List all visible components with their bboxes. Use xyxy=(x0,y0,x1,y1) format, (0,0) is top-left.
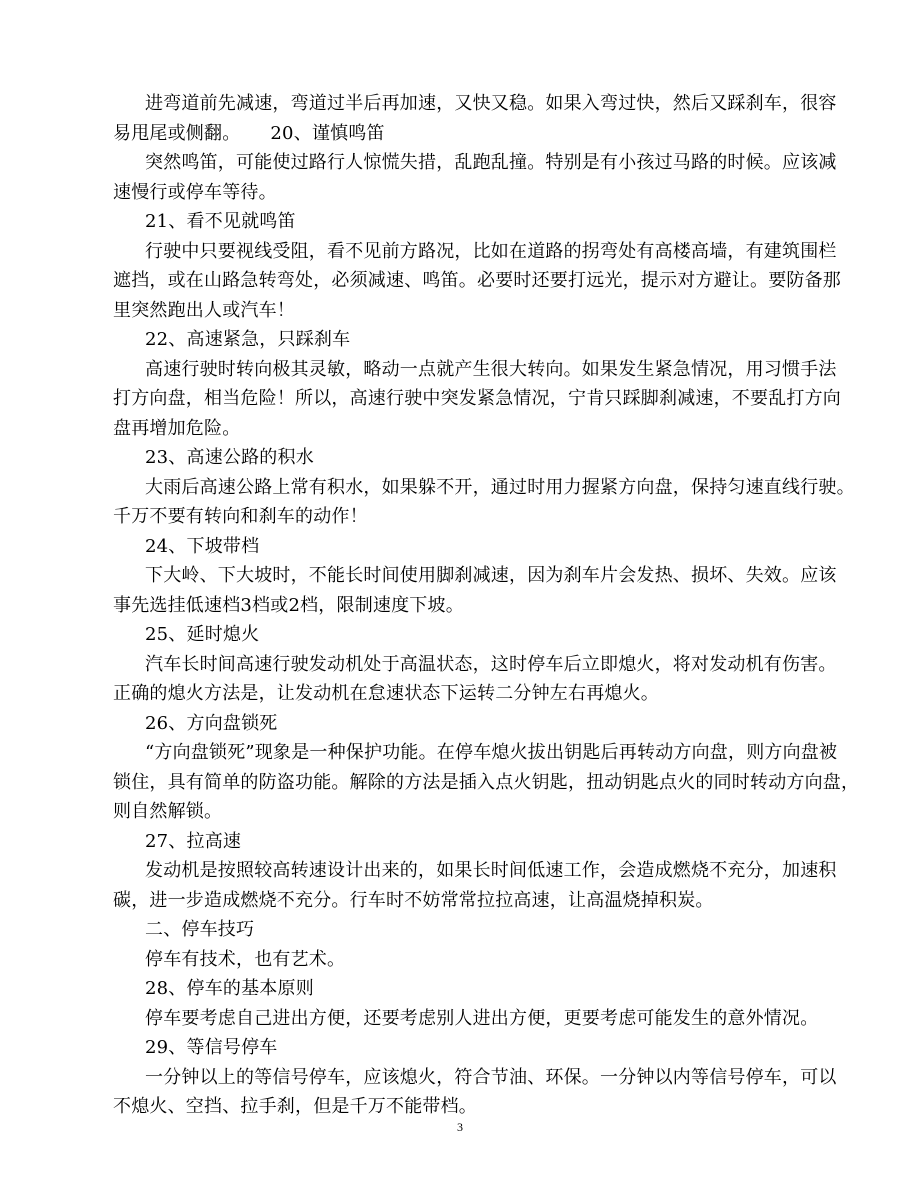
text-line xyxy=(113,738,838,768)
text-line xyxy=(113,945,813,975)
text-line xyxy=(113,768,860,798)
text-line xyxy=(113,119,813,149)
text-line xyxy=(113,384,841,414)
line-text: 盘再增加危险。 xyxy=(113,417,241,439)
line-text: 不熄火、空挡、拉手刹，但是千万不能带档。 xyxy=(113,1096,477,1117)
text-line xyxy=(113,207,813,237)
text-line xyxy=(113,237,837,267)
text-line xyxy=(113,443,813,473)
line-text: 24、下坡带档 xyxy=(145,535,260,557)
line-text: 遮挡，或在山路急转弯处，必须减速、鸣笛。必要时还要打远光，提示对方避让。要防备那 xyxy=(113,270,841,291)
line-text: 行驶中只要视线受阻，看不见前方路况，比如在道路的拐弯处有高楼高墙，有建筑围栏 xyxy=(145,240,837,262)
line-text: 速慢行或停车等待。 xyxy=(113,181,277,203)
line-text: 一分钟以上的等信号停车，应该熄火，符合节油、环保。一分钟以内等信号停车，可以 xyxy=(145,1066,837,1088)
text-line xyxy=(113,679,813,709)
line-text: 二、停车技巧 xyxy=(145,919,255,940)
text-line xyxy=(113,532,813,562)
text-line xyxy=(113,974,813,1004)
inline-section-heading: 20、谨慎鸣笛 xyxy=(270,122,385,144)
page-number: 3 xyxy=(457,1120,463,1134)
line-text: 大雨后高速公路上常有积水，如果躲不开，通过时用力握紧方向盘，保持匀速直线行驶。 xyxy=(145,476,855,498)
text-line xyxy=(113,886,813,916)
text-line xyxy=(113,1033,813,1063)
line-text: 汽车长时间高速行驶发动机处于高温状态，这时停车后立即熄火，将对发动机有伤害。 xyxy=(145,653,837,675)
text-line xyxy=(113,178,813,208)
text-line xyxy=(113,325,813,355)
text-line xyxy=(113,266,841,296)
text-line xyxy=(113,709,813,739)
line-text: “方向盘锁死”现象是一种保护功能。在停车熄火拔出钥匙后再转动方向盘，则方向盘被 xyxy=(145,742,838,763)
line-text: 28、停车的基本原则 xyxy=(145,978,314,999)
text-line xyxy=(113,591,813,621)
line-text: 停车要考虑自己进出方便，还要考虑别人进出方便，更要考虑可能发生的意外情况。 xyxy=(145,1007,819,1029)
line-text: 突然鸣笛，可能使过路行人惊慌失措，乱跑乱撞。特别是有小孩过马路的时候。应该减 xyxy=(145,152,837,173)
text-line xyxy=(113,89,837,119)
line-text: 则自然解锁。 xyxy=(113,801,223,822)
line-text: 打方向盘，相当危险！所以，高速行驶中突发紧急情况，宁肯只踩脚刹减速，不要乱打方向 xyxy=(113,388,841,409)
line-text: 25、延时熄火 xyxy=(145,624,260,645)
text-line xyxy=(113,1063,837,1093)
text-line xyxy=(113,650,837,680)
text-line xyxy=(113,915,813,945)
text-line xyxy=(113,856,837,886)
line-text: 正确的熄火方法是，让发动机在怠速状态下运转二分钟左右再熄火。 xyxy=(113,683,659,704)
line-text: 易甩尾或侧翻。 xyxy=(113,122,241,144)
text-line xyxy=(113,797,813,827)
line-text: 进弯道前先减速，弯道过半后再加速，又快又稳。如果入弯过快，然后又踩刹车，很容 xyxy=(145,93,837,114)
line-text: 21、看不见就鸣笛 xyxy=(145,211,296,232)
text-line xyxy=(113,473,855,503)
line-text: 千万不要有转向和刹车的动作！ xyxy=(113,506,368,527)
line-text: 26、方向盘锁死 xyxy=(145,712,278,734)
text-line xyxy=(113,502,813,532)
line-text: 碳，进一步造成燃烧不充分。行车时不妨常常拉拉高速，让高温烧掉积炭。 xyxy=(113,889,714,911)
line-text: 下大岭、下大坡时，不能长时间使用脚刹减速，因为刹车片会发热、损坏、失效。应该 xyxy=(145,565,837,586)
line-text: 29、等信号停车 xyxy=(145,1037,278,1058)
text-line xyxy=(113,414,813,444)
text-line xyxy=(113,148,837,178)
text-line xyxy=(113,355,837,385)
line-text: 27、拉高速 xyxy=(145,830,242,852)
text-line xyxy=(113,827,813,857)
text-line xyxy=(113,1004,819,1034)
line-text: 23、高速公路的积水 xyxy=(145,447,314,468)
line-text: 事先选挂低速档3档或2档，限制速度下坡。 xyxy=(113,594,464,616)
line-text: 里突然跑出人或汽车！ xyxy=(113,299,295,321)
text-line xyxy=(113,296,813,326)
text-line xyxy=(113,1092,813,1122)
line-text: 高速行驶时转向极其灵敏，略动一点就产生很大转向。如果发生紧急情况，用习惯手法 xyxy=(145,358,837,380)
line-text: 22、高速紧急，只踩刹车 xyxy=(145,329,351,350)
text-line xyxy=(113,620,813,650)
line-text: 锁住，具有简单的防盗功能。解除的方法是插入点火钥匙，扭动钥匙点火的同时转动方向盘， xyxy=(113,771,860,793)
text-line xyxy=(113,561,837,591)
line-text: 发动机是按照较高转速设计出来的，如果长时间低速工作，会造成燃烧不充分，加速积 xyxy=(145,860,837,881)
document-body xyxy=(113,89,860,1122)
line-text: 停车有技术，也有艺术。 xyxy=(145,948,346,970)
